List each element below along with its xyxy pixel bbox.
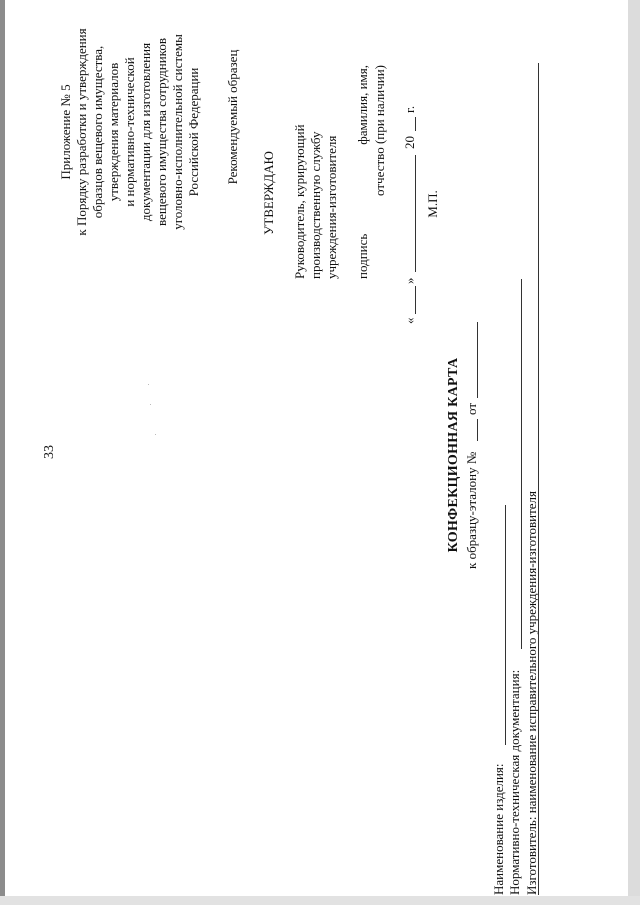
appendix-line: вещевого имущества сотрудников bbox=[154, 38, 169, 226]
subtitle-prefix: к образцу-эталону № bbox=[464, 451, 479, 569]
date-open-quote: « bbox=[402, 317, 417, 324]
name-label-second: отчество (при наличии) bbox=[372, 65, 387, 196]
date-year-suffix: г. bbox=[402, 105, 417, 113]
date-year-prefix: 20 bbox=[402, 136, 417, 149]
date-month-underline bbox=[415, 155, 416, 272]
page-number: 33 bbox=[42, 445, 57, 459]
scan-speck bbox=[148, 384, 149, 385]
date-day-underline bbox=[415, 286, 416, 314]
approver-role-line: учреждения-изготовителя bbox=[324, 135, 339, 279]
scan-speck bbox=[155, 434, 156, 435]
field-product-name-label: Наименование изделия: bbox=[491, 763, 506, 895]
appendix-line: документации для изготовления bbox=[138, 42, 153, 222]
sample-date-underline bbox=[477, 322, 478, 398]
signature-label: подпись bbox=[355, 233, 370, 279]
field-manufacturer-line bbox=[538, 63, 539, 895]
approval-title: УТВЕРЖДАЮ bbox=[261, 151, 276, 235]
subtitle-from: от bbox=[464, 402, 479, 415]
approver-role-line: производственную службу bbox=[308, 131, 323, 279]
field-documentation-label: Нормативно-техническая документация: bbox=[507, 669, 522, 895]
date-year-underline bbox=[415, 117, 416, 131]
appendix-line: и нормативно-технической bbox=[122, 57, 137, 207]
appendix-line: образцов вещевого имущества, bbox=[90, 45, 105, 219]
stamp-label: М.П. bbox=[425, 190, 440, 218]
appendix-title: Приложение № 5 bbox=[58, 84, 73, 180]
date-close-quote: » bbox=[402, 277, 417, 284]
field-documentation-line bbox=[521, 279, 522, 649]
scan-speck bbox=[150, 404, 151, 405]
field-manufacturer-label: Изготовитель: наименование исправительного учреждения-изготовителя bbox=[524, 491, 539, 895]
approver-role-line: Руководитель, курирующий bbox=[292, 124, 307, 279]
field-product-name-line bbox=[505, 505, 506, 745]
appendix-line: уголовно-исполнительной системы bbox=[170, 34, 185, 230]
sample-number-underline bbox=[477, 419, 478, 441]
appendix-line: к Порядку разработки и утверждения bbox=[74, 28, 89, 236]
appendix-line: утверждения материалов bbox=[106, 62, 121, 202]
name-label: фамилия, имя, bbox=[355, 65, 370, 145]
appendix-line: Российской Федерации bbox=[186, 67, 201, 197]
recommended-sample-label: Рекомендуемый образец bbox=[225, 49, 240, 185]
document-title: КОНФЕКЦИОННАЯ КАРТА bbox=[446, 357, 461, 553]
